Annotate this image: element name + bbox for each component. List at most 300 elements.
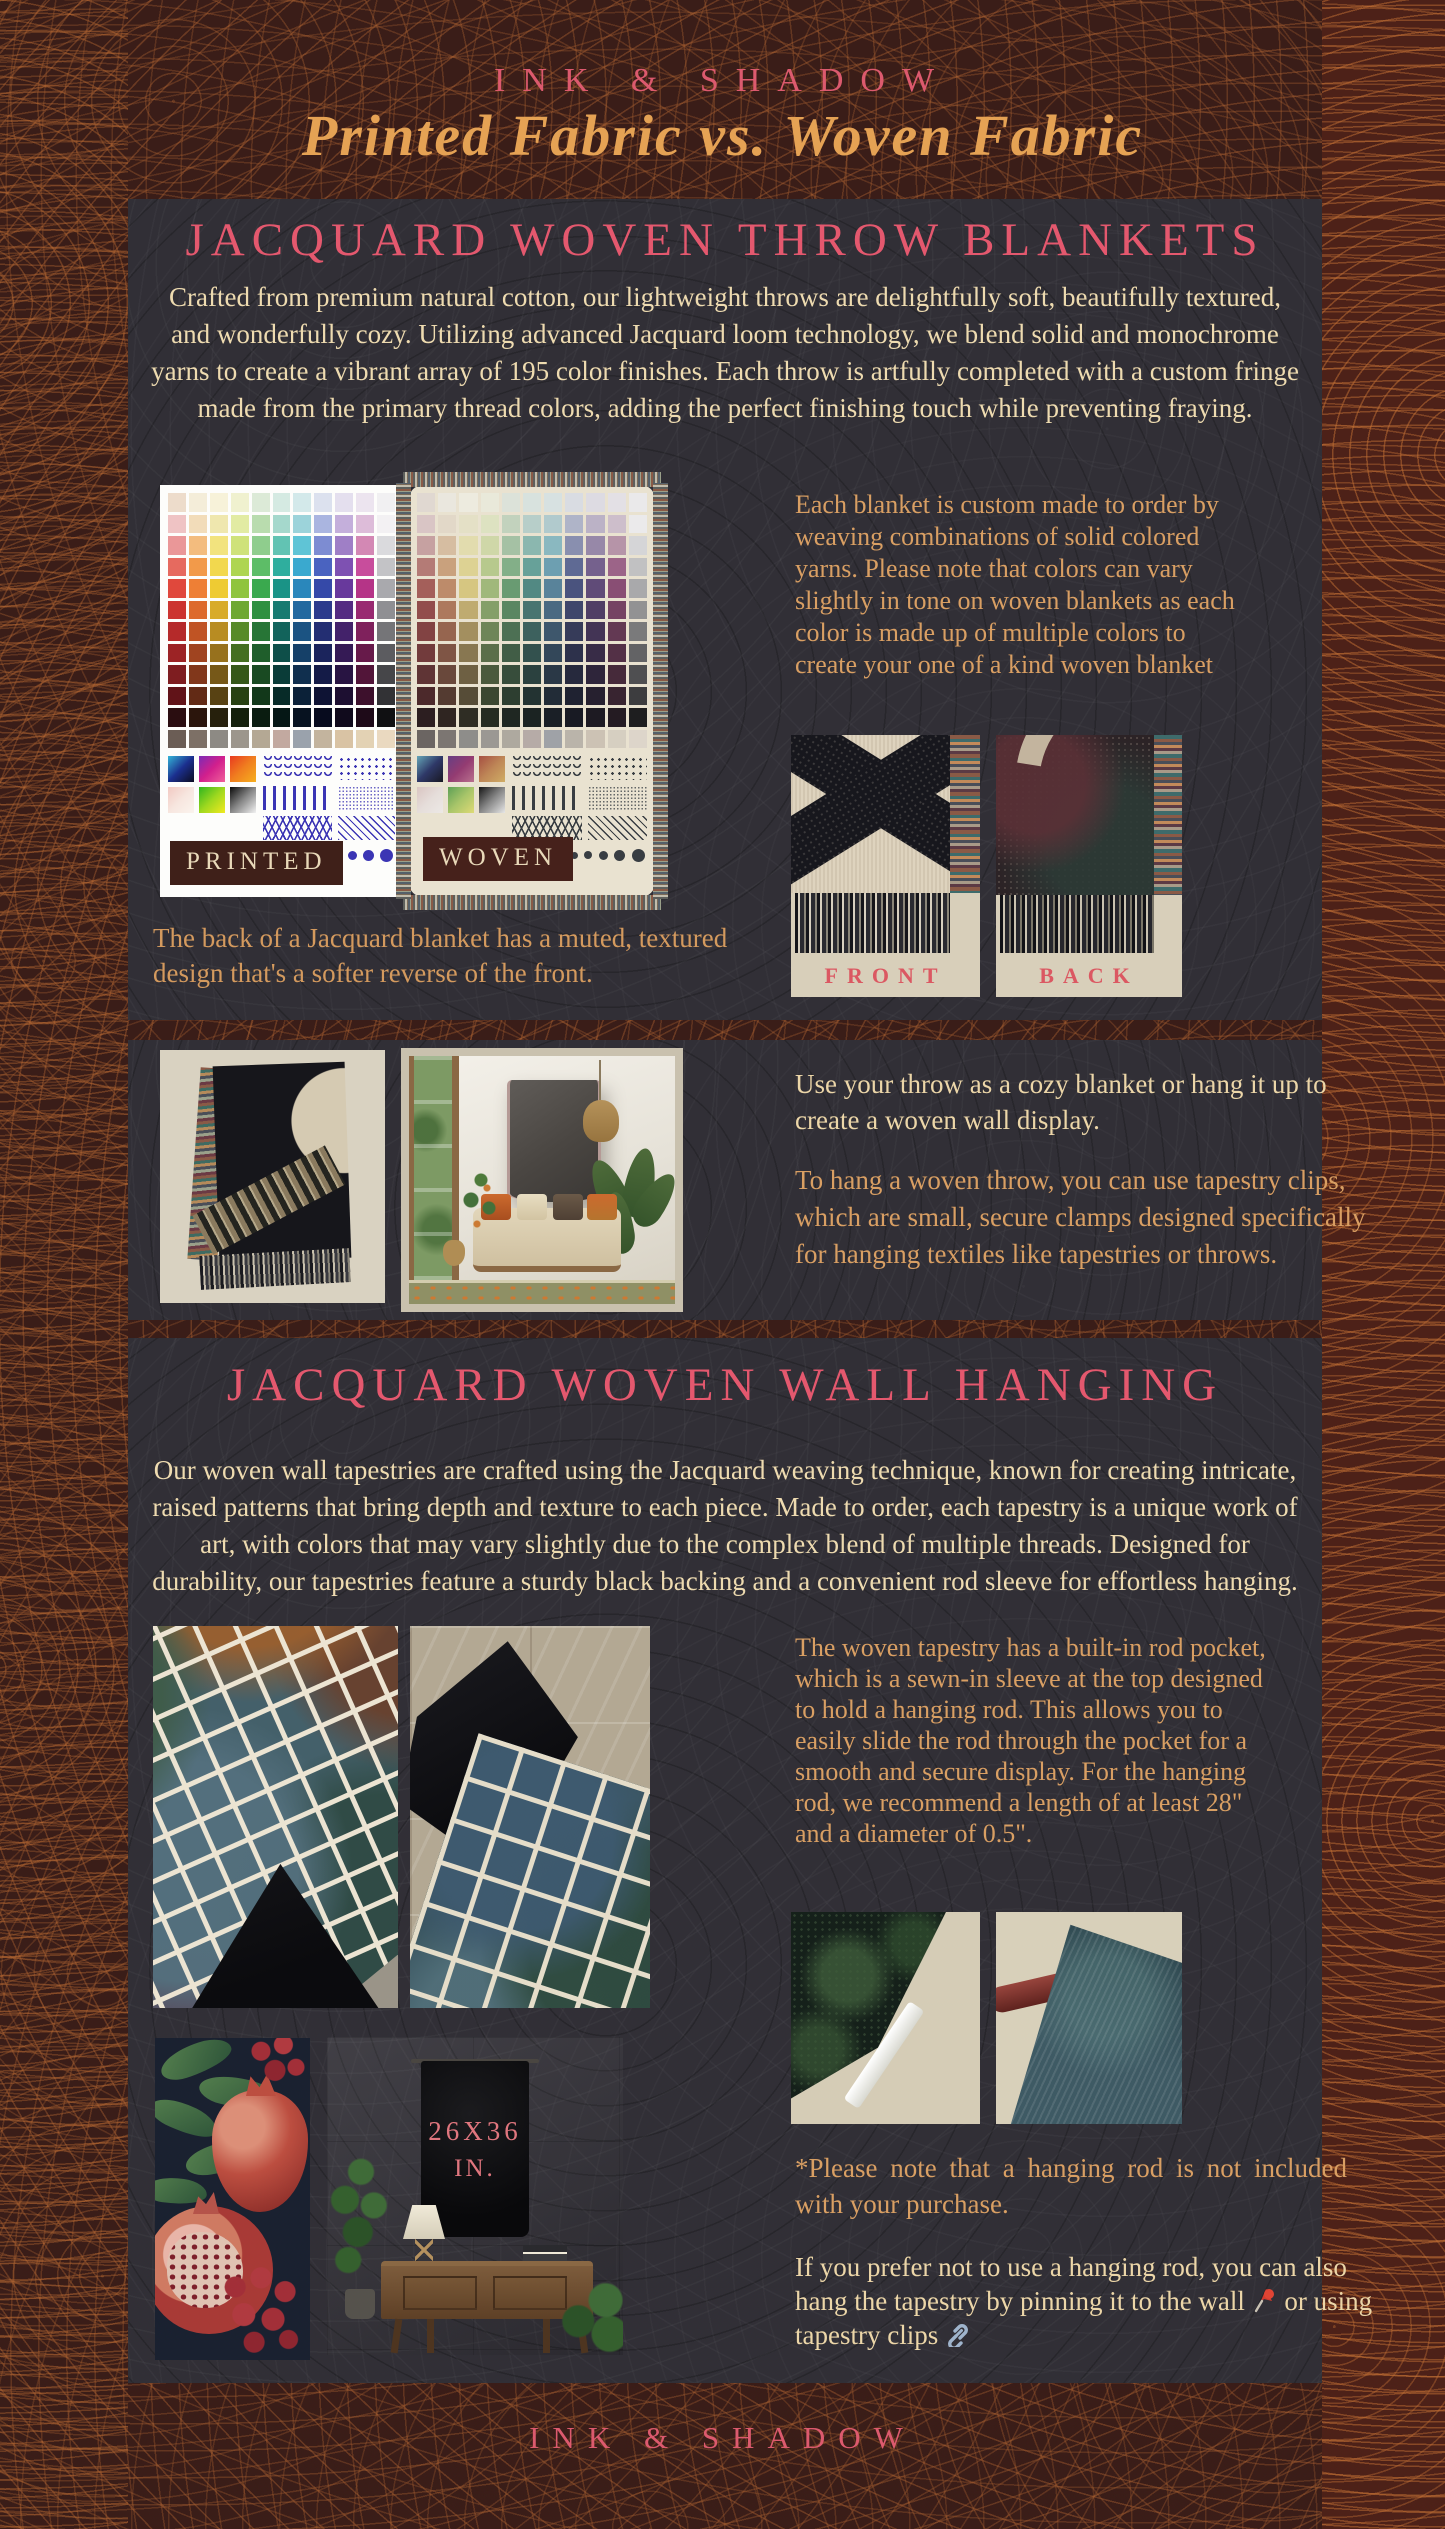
link-icon — [945, 2321, 971, 2347]
color-swatch — [231, 687, 249, 706]
color-swatch — [629, 622, 647, 641]
color-swatch — [523, 601, 541, 620]
gradient-swatch — [448, 787, 474, 813]
front-side-fringe — [950, 735, 980, 893]
color-swatch — [293, 601, 311, 620]
color-swatch — [565, 708, 583, 727]
color-swatch — [168, 536, 186, 555]
color-swatch — [608, 558, 626, 577]
color-swatch — [231, 515, 249, 534]
color-swatch — [586, 644, 604, 663]
color-swatch — [544, 579, 562, 598]
color-swatch — [481, 601, 499, 620]
color-swatch — [293, 493, 311, 512]
back-bottom-fringe — [1000, 895, 1154, 953]
color-swatch — [438, 493, 456, 512]
color-swatch — [565, 601, 583, 620]
color-swatch — [252, 687, 270, 706]
color-swatch — [273, 730, 291, 749]
front-caption: FRONT — [824, 963, 947, 988]
size-label-line1: 26X36 — [428, 2115, 522, 2146]
color-swatch — [586, 558, 604, 577]
color-swatch — [273, 515, 291, 534]
color-swatch — [189, 601, 207, 620]
color-swatch — [335, 665, 353, 684]
color-swatch — [544, 687, 562, 706]
dot — [632, 849, 645, 862]
color-swatch — [523, 622, 541, 641]
color-swatch — [565, 622, 583, 641]
color-swatch — [335, 558, 353, 577]
color-swatch — [252, 536, 270, 555]
color-swatch — [565, 536, 583, 555]
color-swatch — [608, 536, 626, 555]
color-swatch — [523, 708, 541, 727]
color-swatch — [523, 536, 541, 555]
color-swatch — [459, 730, 477, 749]
diagonal-lines-pattern — [338, 816, 395, 840]
table-leg — [427, 2319, 434, 2353]
color-swatch — [417, 515, 435, 534]
back-fabric — [996, 735, 1154, 895]
color-swatch — [252, 601, 270, 620]
color-swatch — [417, 558, 435, 577]
back-curved-band — [996, 735, 1154, 895]
color-swatch — [273, 708, 291, 727]
color-swatch — [168, 665, 186, 684]
color-swatch — [273, 601, 291, 620]
color-swatch — [586, 665, 604, 684]
color-swatch — [544, 493, 562, 512]
color-swatch — [356, 558, 374, 577]
living-room-photo — [401, 1048, 683, 1312]
color-swatch — [481, 579, 499, 598]
dot — [614, 850, 625, 861]
color-swatch — [502, 558, 520, 577]
color-swatch — [293, 622, 311, 641]
size-label-line2: IN. — [454, 2154, 496, 2182]
color-swatch — [314, 515, 332, 534]
color-swatch — [586, 579, 604, 598]
back-side-fringe — [1154, 735, 1182, 895]
color-swatch — [189, 730, 207, 749]
color-swatch — [629, 515, 647, 534]
color-swatch — [459, 665, 477, 684]
gradient-swatch — [168, 787, 194, 813]
color-swatch — [293, 579, 311, 598]
whole-pomegranate — [212, 2090, 308, 2212]
gradient-swatch — [448, 756, 474, 782]
plant-pot — [345, 2289, 375, 2319]
living-room-scene — [409, 1056, 675, 1304]
color-swatch — [210, 644, 228, 663]
gradient-swatch — [417, 787, 443, 813]
color-swatch — [335, 644, 353, 663]
color-swatch — [608, 579, 626, 598]
color-swatch — [459, 515, 477, 534]
color-swatch — [629, 493, 647, 512]
color-swatch — [210, 687, 228, 706]
left-floral-border — [0, 0, 128, 2529]
color-swatch — [544, 644, 562, 663]
color-swatch — [544, 730, 562, 749]
color-swatch — [502, 579, 520, 598]
color-swatch — [377, 558, 395, 577]
color-swatch — [481, 536, 499, 555]
color-swatch — [608, 644, 626, 663]
color-swatch — [252, 665, 270, 684]
color-swatch — [210, 515, 228, 534]
color-swatch — [459, 601, 477, 620]
throw-blankets-section — [128, 199, 1322, 1020]
gradient-swatch — [479, 787, 505, 813]
color-swatch — [335, 730, 353, 749]
berry-cluster — [218, 2264, 304, 2356]
color-swatch — [586, 601, 604, 620]
color-swatch — [189, 536, 207, 555]
color-swatch — [608, 493, 626, 512]
throw-bottom-fringe — [199, 1248, 351, 1290]
tapestry-closeup-photo — [153, 1626, 398, 2008]
color-swatch — [356, 579, 374, 598]
pomegranate-tapestry-photo — [155, 2038, 310, 2360]
color-swatch — [189, 515, 207, 534]
color-swatch — [629, 579, 647, 598]
gradient-swatch — [230, 787, 256, 813]
color-swatch — [417, 644, 435, 663]
color-swatch — [210, 665, 228, 684]
color-swatch — [438, 515, 456, 534]
color-swatch — [314, 665, 332, 684]
color-swatch — [417, 601, 435, 620]
color-swatch — [459, 579, 477, 598]
color-swatch — [231, 665, 249, 684]
color-swatch — [314, 730, 332, 749]
color-swatch — [523, 579, 541, 598]
color-swatch — [523, 644, 541, 663]
color-swatch — [231, 601, 249, 620]
rod-pocket-flip-photo — [410, 1626, 650, 2008]
woven-swatch-grid — [417, 493, 647, 748]
gradient-swatch — [199, 756, 225, 782]
rod-pocket-detail-photo-1 — [791, 1912, 980, 2124]
color-swatch — [377, 730, 395, 749]
color-swatch — [502, 687, 520, 706]
color-swatch — [608, 515, 626, 534]
color-swatch — [168, 558, 186, 577]
color-swatch — [210, 493, 228, 512]
window — [409, 1056, 459, 1304]
color-swatch — [314, 708, 332, 727]
color-swatch — [629, 730, 647, 749]
color-swatch — [335, 493, 353, 512]
hanging-tapestry — [507, 1080, 601, 1202]
printed-swatch-grid — [168, 493, 395, 748]
color-swatch — [210, 558, 228, 577]
color-swatch — [502, 493, 520, 512]
color-swatch — [459, 493, 477, 512]
usage-paragraph-1: Use your throw as a cozy blanket or hang it up to create a woven wall display. — [795, 1069, 1327, 1135]
teal-tapestry-corner — [996, 1912, 1182, 2124]
color-swatch — [544, 665, 562, 684]
color-swatch — [565, 730, 583, 749]
color-swatch — [459, 622, 477, 641]
color-swatch — [273, 579, 291, 598]
usage-section — [128, 1040, 1366, 1320]
color-swatch — [356, 665, 374, 684]
color-swatch — [377, 665, 395, 684]
dot — [599, 851, 608, 860]
color-swatch — [314, 644, 332, 663]
color-swatch — [586, 730, 604, 749]
color-swatch — [481, 708, 499, 727]
waves-pattern — [512, 756, 582, 780]
color-swatch — [252, 730, 270, 749]
wall-section-title: JACQUARD WOVEN WALL HANGING — [226, 1359, 1224, 1411]
plant-right — [551, 2275, 623, 2355]
color-swatch — [629, 536, 647, 555]
color-swatch — [273, 687, 291, 706]
color-swatch — [168, 493, 186, 512]
color-swatch — [502, 622, 520, 641]
color-swatch — [544, 622, 562, 641]
color-swatch — [189, 493, 207, 512]
green-tapestry-corner — [791, 1912, 980, 2124]
color-swatch — [377, 644, 395, 663]
color-swatch — [481, 515, 499, 534]
color-swatch — [189, 687, 207, 706]
color-swatch — [377, 601, 395, 620]
color-swatch — [586, 708, 604, 727]
small-plant — [461, 1164, 501, 1244]
rod-pocket-note: The woven tapestry has a built-in rod pocket, which is a sewn-in sleeve at the top designed to hold a hanging rod. This allows you to easily slide the rod through the pocket for a smooth and secure display. For the hanging rod, we recommend a length of at least 28" and a diameter of 0.5". — [795, 1633, 1266, 1848]
color-swatch — [629, 665, 647, 684]
waves-pattern — [263, 756, 332, 780]
color-swatch — [168, 687, 186, 706]
custom-made-note: Each blanket is custom made to order by weaving combinations of solid colored yarns. Please note that colors can vary slightly in tone on woven blankets as each color is made up of multiple colors to create your one of a kind woven blanket — [795, 490, 1235, 679]
color-swatch — [314, 493, 332, 512]
color-swatch — [459, 708, 477, 727]
color-swatch — [356, 622, 374, 641]
color-swatch — [586, 687, 604, 706]
blanket-back-photo — [996, 735, 1182, 997]
color-swatch — [438, 579, 456, 598]
color-swatch — [293, 708, 311, 727]
orange-pillow — [587, 1194, 617, 1220]
color-swatch — [481, 622, 499, 641]
color-swatch — [189, 665, 207, 684]
drawer — [403, 2276, 477, 2310]
gradient-swatch — [168, 756, 194, 782]
color-swatch — [356, 730, 374, 749]
color-swatch — [608, 622, 626, 641]
pushpin-icon — [1252, 2287, 1278, 2313]
color-swatch — [438, 708, 456, 727]
color-swatch — [523, 665, 541, 684]
color-swatch — [481, 687, 499, 706]
alternative-hanging-note — [795, 2250, 1395, 2352]
folded-throw-photo — [160, 1050, 385, 1303]
color-swatch — [502, 536, 520, 555]
fringe-right — [653, 483, 668, 899]
color-swatch — [608, 687, 626, 706]
color-swatch — [438, 536, 456, 555]
color-swatch — [608, 730, 626, 749]
color-swatch — [544, 536, 562, 555]
color-swatch — [168, 644, 186, 663]
color-swatch — [417, 536, 435, 555]
color-swatch — [438, 622, 456, 641]
dot — [380, 849, 393, 862]
color-swatch — [438, 558, 456, 577]
color-swatch — [629, 708, 647, 727]
color-swatch — [544, 601, 562, 620]
color-swatch — [210, 730, 228, 749]
color-swatch — [314, 601, 332, 620]
table-leg — [543, 2319, 550, 2353]
color-swatch — [586, 515, 604, 534]
dot-grid-pattern — [338, 756, 395, 780]
color-swatch — [252, 493, 270, 512]
color-swatch — [293, 644, 311, 663]
color-swatch — [356, 536, 374, 555]
fringe-bottom — [403, 895, 661, 910]
color-swatch — [210, 579, 228, 598]
color-swatch — [189, 579, 207, 598]
color-swatch — [356, 644, 374, 663]
color-swatch — [417, 579, 435, 598]
color-swatch — [377, 622, 395, 641]
color-swatch — [273, 558, 291, 577]
gradient-swatch — [230, 756, 256, 782]
color-swatch — [231, 536, 249, 555]
color-swatch — [252, 708, 270, 727]
color-swatch — [481, 493, 499, 512]
color-swatch — [314, 579, 332, 598]
dot — [348, 851, 357, 860]
color-swatch — [417, 708, 435, 727]
color-swatch — [189, 708, 207, 727]
beige-pillow — [517, 1194, 547, 1220]
color-swatch — [335, 536, 353, 555]
woven-label: WOVEN — [423, 837, 573, 881]
color-swatch — [438, 601, 456, 620]
color-swatch — [481, 558, 499, 577]
color-swatch — [565, 665, 583, 684]
color-swatch — [356, 515, 374, 534]
color-swatch — [523, 515, 541, 534]
color-swatch — [252, 644, 270, 663]
color-swatch — [586, 536, 604, 555]
color-swatch — [459, 536, 477, 555]
color-swatch — [252, 515, 270, 534]
color-swatch — [356, 601, 374, 620]
color-swatch — [502, 730, 520, 749]
dot — [584, 851, 592, 859]
throw-section-title: JACQUARD WOVEN THROW BLANKETS — [185, 214, 1265, 266]
table-leg — [391, 2319, 403, 2354]
color-swatch — [335, 515, 353, 534]
color-swatch — [168, 579, 186, 598]
color-swatch — [273, 536, 291, 555]
color-swatch — [523, 558, 541, 577]
color-swatch — [335, 622, 353, 641]
color-swatch — [438, 730, 456, 749]
color-swatch — [544, 708, 562, 727]
color-swatch — [335, 579, 353, 598]
color-swatch — [523, 730, 541, 749]
woven-color-chart — [409, 485, 655, 897]
usage-paragraph-2: To hang a woven throw, you can use tapestry clips, which are small, secure clamps designed specifically for hanging textiles like tapestries or throws. — [795, 1165, 1366, 1269]
color-swatch — [210, 708, 228, 727]
color-swatch — [252, 579, 270, 598]
page-title: Printed Fabric vs. Woven Fabric — [301, 103, 1144, 168]
back-description-note: The back of a Jacquard blanket has a muted, textured design that's a softer reverse of the front. — [153, 923, 728, 988]
color-swatch — [168, 601, 186, 620]
color-swatch — [459, 687, 477, 706]
color-swatch — [293, 730, 311, 749]
color-swatch — [481, 730, 499, 749]
color-swatch — [273, 644, 291, 663]
color-swatch — [629, 558, 647, 577]
dot — [363, 850, 374, 861]
color-swatch — [314, 622, 332, 641]
color-swatch — [417, 687, 435, 706]
blanket-front-photo — [791, 735, 980, 997]
color-swatch — [523, 493, 541, 512]
color-swatch — [417, 730, 435, 749]
color-swatch — [629, 601, 647, 620]
front-fabric — [791, 735, 950, 893]
color-swatch — [293, 515, 311, 534]
color-swatch — [502, 601, 520, 620]
wicker-lamp — [583, 1100, 619, 1142]
color-swatch — [377, 536, 395, 555]
color-swatch — [273, 493, 291, 512]
rod-pocket-detail-photo-2 — [996, 1912, 1182, 2124]
dot-grid-pattern — [588, 756, 647, 780]
gradient-swatch — [479, 756, 505, 782]
color-swatch — [586, 493, 604, 512]
color-swatch — [417, 493, 435, 512]
zigzag-pattern — [263, 816, 332, 840]
alt-text-part2: or using tapestry clips — [795, 2286, 1373, 2350]
color-swatch — [273, 665, 291, 684]
color-swatch — [608, 708, 626, 727]
color-swatch — [168, 730, 186, 749]
diagonal-lines-pattern — [588, 816, 647, 840]
color-swatch — [629, 644, 647, 663]
wall-hanging-section — [128, 1338, 1373, 2383]
color-swatch — [314, 558, 332, 577]
color-swatch — [335, 687, 353, 706]
color-swatch — [377, 579, 395, 598]
color-swatch — [544, 515, 562, 534]
color-swatch — [481, 665, 499, 684]
vertical-bars-pattern — [512, 786, 582, 810]
color-swatch — [565, 687, 583, 706]
color-swatch — [502, 644, 520, 663]
color-swatch — [210, 536, 228, 555]
color-swatch — [252, 558, 270, 577]
color-swatch — [356, 708, 374, 727]
color-swatch — [231, 730, 249, 749]
color-swatch — [565, 579, 583, 598]
color-swatch — [565, 644, 583, 663]
color-swatch — [293, 687, 311, 706]
wall-mockup-photo — [327, 2037, 623, 2355]
fringe-top — [403, 472, 661, 487]
